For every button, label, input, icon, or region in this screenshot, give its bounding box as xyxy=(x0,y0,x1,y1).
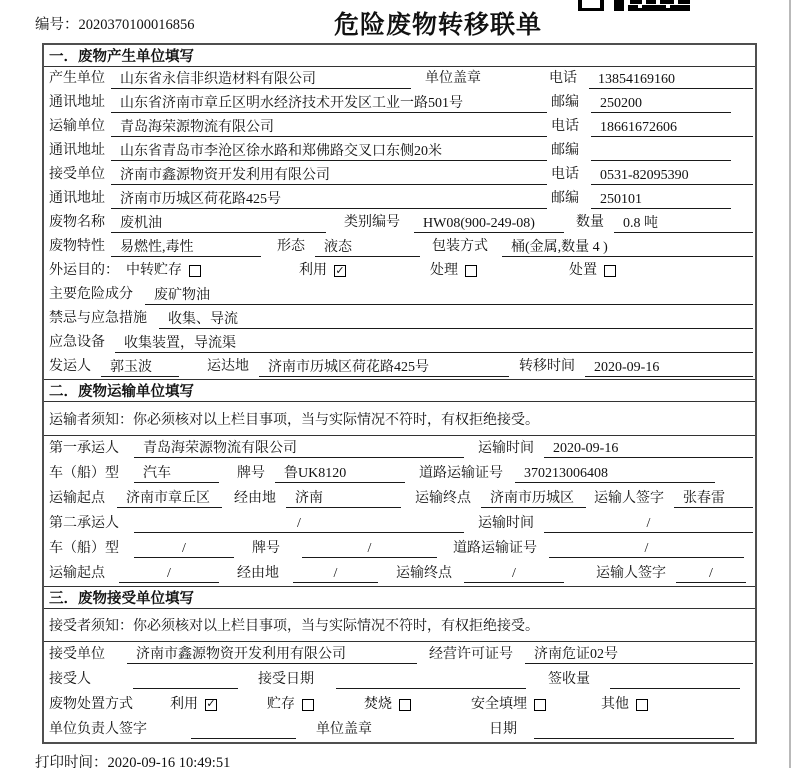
carrier-sign-value: 张春雷 xyxy=(674,489,753,508)
generator-address-row xyxy=(44,91,755,115)
disposal-incinerate-label: 焚烧 xyxy=(364,696,392,712)
generator-unit-label: 产生单位 xyxy=(49,71,105,86)
vehicle-type-label: 车（船）型 xyxy=(49,465,119,481)
transfer-time-label: 转移时间 xyxy=(519,359,575,374)
receiver-address-row xyxy=(44,187,755,211)
waste-name-value: 废机油 xyxy=(111,214,326,233)
print-time-label: 打印时间： xyxy=(35,755,108,768)
carrier2-sign-label: 运输人签字 xyxy=(596,565,666,581)
disposal-store-label: 贮存 xyxy=(267,696,295,712)
route2-via-label: 经由地 xyxy=(237,565,279,581)
transfer-storage-label: 中转贮存 xyxy=(126,263,182,278)
disposal-incinerate-checkbox xyxy=(399,699,411,711)
transporter-phone-label: 电话 xyxy=(551,119,579,134)
second-carrier-row xyxy=(44,511,755,536)
transporter-unit-row xyxy=(44,115,755,139)
receiver-zip-value: 250101 xyxy=(591,190,731,209)
taboo-measures-row xyxy=(44,307,755,331)
route2-start-label: 运输起点 xyxy=(49,565,105,581)
print-time xyxy=(35,751,230,768)
transporter-phone-value: 18661672606 xyxy=(591,118,753,137)
plate-value: 鲁UK8120 xyxy=(275,464,405,483)
transport-time-value: 2020-09-16 xyxy=(544,439,753,458)
packing-value: 桶(金属,数量 4 ) xyxy=(502,238,753,257)
receiver-address-value: 济南市历城区荷花路425号 xyxy=(111,190,547,209)
dispose-checkbox xyxy=(604,265,616,277)
taboo-measures-value: 收集、导流 xyxy=(159,310,753,329)
disposal-method-label: 废物处置方式 xyxy=(49,696,133,712)
accept-date-value xyxy=(336,670,526,689)
dispatcher-label: 发运人 xyxy=(49,359,91,374)
section-2-header: 二．废物运输单位填写 xyxy=(44,379,755,402)
waste-form-value: 液态 xyxy=(315,238,420,257)
receiver-phone-value: 0531-82095390 xyxy=(591,166,753,185)
route2-via-value: / xyxy=(293,564,378,583)
vehicle-type2-value: / xyxy=(134,539,234,558)
option-treat xyxy=(430,261,477,281)
transporter-notice: 运输者须知：你必须核对以上栏目事项，当与实际情况不符时，有权拒绝接受。 xyxy=(44,402,755,436)
option-dispose xyxy=(569,261,616,281)
generator-unit-row xyxy=(44,67,755,91)
transfer-time-value: 2020-09-16 xyxy=(585,358,753,377)
transporter-address-row xyxy=(44,139,755,163)
accept-person-label: 接受人 xyxy=(49,671,91,687)
section-3-header: 三．废物接受单位填写 xyxy=(44,586,755,609)
generator-unit-value: 山东省永信非织造材料有限公司 xyxy=(111,70,411,89)
plate2-label: 牌号 xyxy=(252,540,280,556)
sign-date-value xyxy=(534,720,734,739)
waste-property-row xyxy=(44,235,755,259)
transfer-purpose-label: 外运目的： xyxy=(49,263,119,278)
disposal-other-checkbox xyxy=(636,699,648,711)
transfer-storage-checkbox xyxy=(189,265,201,277)
transfer-purpose-row xyxy=(44,259,755,283)
qr-code-fragment-icon xyxy=(578,0,700,12)
disposal-landfill-label: 安全填埋 xyxy=(471,696,527,712)
generator-phone-label: 电话 xyxy=(549,71,577,86)
hazard-component-row xyxy=(44,283,755,307)
disposal-store-checkbox xyxy=(302,699,314,711)
utilize-checkbox xyxy=(334,265,346,277)
generator-phone-value: 13854169160 xyxy=(589,70,753,89)
hazard-component-value: 废矿物油 xyxy=(145,286,753,305)
waste-code-label: 类别编号 xyxy=(344,215,400,230)
dispatcher-row xyxy=(44,355,755,379)
accept-unit-value: 济南市鑫源物资开发利用有限公司 xyxy=(127,645,417,664)
hazard-component-label: 主要危险成分 xyxy=(49,287,133,302)
receiver-notice: 接受者须知：你必须核对以上栏目事项，当与实际情况不符时，有权拒绝接受。 xyxy=(44,609,755,642)
license-value: 济南危证02号 xyxy=(525,645,753,664)
receiver-phone-label: 电话 xyxy=(551,167,579,182)
carrier-sign-label: 运输人签字 xyxy=(594,490,664,506)
serial-value: 2020370100016856 xyxy=(78,17,195,33)
generator-zip-label: 邮编 xyxy=(551,95,579,110)
waste-form-label: 形态 xyxy=(277,239,305,254)
responsible-sign-value xyxy=(191,720,296,739)
emergency-equipment-row xyxy=(44,331,755,355)
route-start-value: 济南市章丘区 xyxy=(117,489,222,508)
route-via-label: 经由地 xyxy=(234,490,276,506)
accept-unit-row xyxy=(44,642,755,667)
route-via-value: 济南 xyxy=(286,489,401,508)
destination-label: 运达地 xyxy=(207,359,249,374)
vehicle-type-row xyxy=(44,461,755,486)
manifest-table xyxy=(42,43,757,744)
disposal-utilize-checkbox xyxy=(205,699,217,711)
generator-zip-value: 250200 xyxy=(591,94,731,113)
accept-date-label: 接受日期 xyxy=(258,671,314,687)
emergency-equipment-label: 应急设备 xyxy=(49,335,105,350)
plate2-value: / xyxy=(302,539,437,558)
receiver-unit-row xyxy=(44,163,755,187)
option-disposal-utilize xyxy=(170,695,217,715)
responsible-sign-label: 单位负责人签字 xyxy=(49,721,147,737)
waste-qty-label: 数量 xyxy=(576,215,604,230)
option-utilize xyxy=(299,261,346,281)
accept-person-row xyxy=(44,667,755,692)
responsible-sign-row xyxy=(44,717,755,742)
treat-checkbox xyxy=(465,265,477,277)
option-disposal-store xyxy=(267,695,314,715)
print-time-value: 2020-09-16 10:49:51 xyxy=(107,755,231,768)
sign-date-label: 日期 xyxy=(489,721,517,737)
first-carrier-row xyxy=(44,436,755,461)
route-end-label: 运输终点 xyxy=(415,490,471,506)
transporter-address-value: 山东省青岛市李沧区徐水路和郑佛路交叉口东侧20米 xyxy=(111,142,547,161)
receiver-unit-value: 济南市鑫源物资开发利用有限公司 xyxy=(111,166,547,185)
waste-code-value: HW08(900-249-08) xyxy=(414,214,564,233)
route2-start-value: / xyxy=(119,564,219,583)
second-carrier-value: / xyxy=(134,514,464,533)
route2-end-label: 运输终点 xyxy=(396,565,452,581)
second-carrier-label: 第二承运人 xyxy=(49,515,119,531)
packing-label: 包装方式 xyxy=(432,239,488,254)
section-1-header: 一．废物产生单位填写 xyxy=(44,45,755,67)
route2-row xyxy=(44,561,755,586)
receiver-address-label: 通讯地址 xyxy=(49,191,105,206)
transporter-zip-value xyxy=(591,142,731,161)
vehicle-type2-label: 车（船）型 xyxy=(49,540,119,556)
transporter-address-label: 通讯地址 xyxy=(49,143,105,158)
first-carrier-label: 第一承运人 xyxy=(49,440,119,456)
dispatcher-value: 郭玉波 xyxy=(101,358,179,377)
receiver-unit-label: 接受单位 xyxy=(49,167,105,182)
disposal-landfill-checkbox xyxy=(534,699,546,711)
page-edge-line xyxy=(789,0,791,768)
vehicle-type2-row xyxy=(44,536,755,561)
receiver-zip-label: 邮编 xyxy=(551,191,579,206)
first-carrier-value: 青岛海荣源物流有限公司 xyxy=(134,439,464,458)
transport-time2-value: / xyxy=(544,514,753,533)
license-label: 经营许可证号 xyxy=(429,646,513,662)
transport-time2-label: 运输时间 xyxy=(478,515,534,531)
receipt-qty-label: 签收量 xyxy=(548,671,590,687)
transport-time-label: 运输时间 xyxy=(478,440,534,456)
plate-label: 牌号 xyxy=(237,465,265,481)
carrier2-sign-value: / xyxy=(676,564,746,583)
route-row xyxy=(44,486,755,511)
waste-property-value: 易燃性,毒性 xyxy=(111,238,261,257)
accept-person-value xyxy=(133,670,238,689)
treat-label: 处理 xyxy=(430,263,458,278)
option-disposal-other xyxy=(601,695,648,715)
road-permit-label: 道路运输证号 xyxy=(419,465,503,481)
form-title: 危险废物转移联单 xyxy=(333,12,542,39)
route-start-label: 运输起点 xyxy=(49,490,105,506)
accept-unit-label: 接受单位 xyxy=(49,646,105,662)
receipt-qty-value xyxy=(610,670,740,689)
unit-stamp2-label: 单位盖章 xyxy=(316,721,372,737)
disposal-utilize-label: 利用 xyxy=(170,696,198,712)
route2-end-value: / xyxy=(464,564,564,583)
option-disposal-landfill xyxy=(471,695,546,715)
utilize-label: 利用 xyxy=(299,263,327,278)
generator-address-label: 通讯地址 xyxy=(49,95,105,110)
dispose-label: 处置 xyxy=(569,263,597,278)
road-permit2-value: / xyxy=(549,539,744,558)
road-permit2-label: 道路运输证号 xyxy=(453,540,537,556)
waste-name-row xyxy=(44,211,755,235)
emergency-equipment-value: 收集装置，导流渠 xyxy=(115,334,753,353)
serial-label: 编号： xyxy=(35,17,79,33)
transporter-unit-label: 运输单位 xyxy=(49,119,105,134)
road-permit-value: 370213006408 xyxy=(515,464,715,483)
transporter-zip-label: 邮编 xyxy=(551,143,579,158)
disposal-method-row xyxy=(44,692,755,717)
option-transfer-storage xyxy=(126,261,201,281)
destination-value: 济南市历城区荷花路425号 xyxy=(259,358,509,377)
waste-name-label: 废物名称 xyxy=(49,215,105,230)
transporter-unit-value: 青岛海荣源物流有限公司 xyxy=(111,118,547,137)
taboo-measures-label: 禁忌与应急措施 xyxy=(49,311,147,326)
option-disposal-incinerate xyxy=(364,695,411,715)
route-end-value: 济南市历城区 xyxy=(481,489,586,508)
unit-stamp-label: 单位盖章 xyxy=(425,71,481,86)
waste-property-label: 废物特性 xyxy=(49,239,105,254)
generator-address-value: 山东省济南市章丘区明水经济技术开发区工业一路501号 xyxy=(111,94,547,113)
disposal-other-label: 其他 xyxy=(601,696,629,712)
waste-qty-value: 0.8 吨 xyxy=(614,214,753,233)
vehicle-type-value: 汽车 xyxy=(134,464,219,483)
